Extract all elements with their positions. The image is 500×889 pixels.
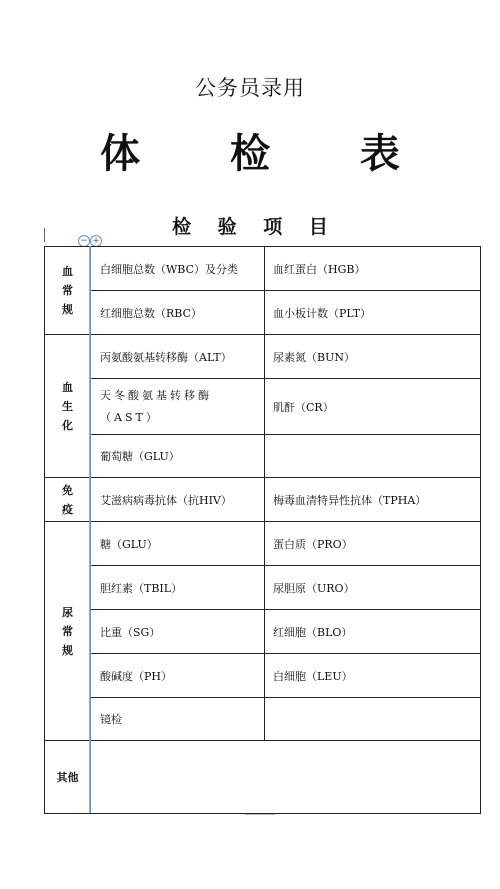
table-row — [45, 566, 481, 610]
table-row — [45, 654, 481, 698]
item-cell: 丙氨酸氨基转移酶（ALT） — [91, 335, 265, 379]
table-row — [45, 522, 481, 566]
table-row — [45, 435, 481, 478]
item-cell: 糖（GLU） — [91, 522, 265, 566]
table-row — [45, 698, 481, 741]
other-notes-cell[interactable] — [91, 741, 481, 814]
category-cell — [45, 522, 91, 741]
item-cell: 天冬酸氨基转移酶（AST） — [91, 379, 265, 435]
table-row — [45, 610, 481, 654]
item-cell — [265, 435, 481, 478]
item-cell: 尿胆原（URO） — [265, 566, 481, 610]
category-cell — [45, 478, 91, 522]
item-cell: 血红蛋白（HGB） — [265, 247, 481, 291]
item-cell: 血小板计数（PLT） — [265, 291, 481, 335]
item-cell: 尿素氮（BUN） — [265, 335, 481, 379]
item-cell: 白细胞（LEU） — [265, 654, 481, 698]
item-cell: 比重（SG） — [91, 610, 265, 654]
item-cell: 红细胞总数（RBC） — [91, 291, 265, 335]
form-subtitle: 公务员录用 — [195, 76, 305, 100]
expand-icon[interactable]: + — [90, 235, 102, 247]
item-cell: 白细胞总数（WBC）及分类 — [91, 247, 265, 291]
item-cell: 酸碱度（PH） — [91, 654, 265, 698]
table-column-resize-handle[interactable] — [89, 246, 91, 813]
table-margin-marker — [44, 228, 45, 242]
section-title: 检 验 项 目 — [172, 216, 338, 238]
page-edge-marker — [245, 814, 275, 815]
item-cell: 葡萄糖（GLU） — [91, 435, 265, 478]
category-cell — [45, 335, 91, 478]
category-label: 免疫 — [62, 483, 73, 516]
table-row — [45, 379, 481, 435]
category-label: 血常规 — [62, 265, 73, 316]
category-cell — [45, 741, 91, 814]
category-label: 其他 — [56, 770, 79, 784]
category-label: 血生化 — [62, 380, 73, 432]
item-cell: 梅毒血清特异性抗体（TPHA） — [265, 478, 481, 522]
item-cell: 艾滋病病毒抗体（抗HIV） — [91, 478, 265, 522]
category-cell — [45, 247, 91, 335]
item-cell: 胆红素（TBIL） — [91, 566, 265, 610]
item-cell: 镜检 — [91, 698, 265, 741]
table-row — [45, 335, 481, 379]
collapse-icon[interactable]: − — [78, 235, 90, 247]
item-cell: 蛋白质（PRO） — [265, 522, 481, 566]
form-title: 体 检 表 — [100, 130, 438, 177]
item-cell: 肌酐（CR） — [265, 379, 481, 435]
table-row — [45, 478, 481, 522]
table-row — [45, 741, 481, 814]
table-row — [45, 247, 481, 291]
item-cell: 红细胞（BLO） — [265, 610, 481, 654]
exam-items-table — [44, 246, 481, 814]
category-label: 尿常规 — [62, 605, 73, 657]
item-cell — [265, 698, 481, 741]
table-row — [45, 291, 481, 335]
